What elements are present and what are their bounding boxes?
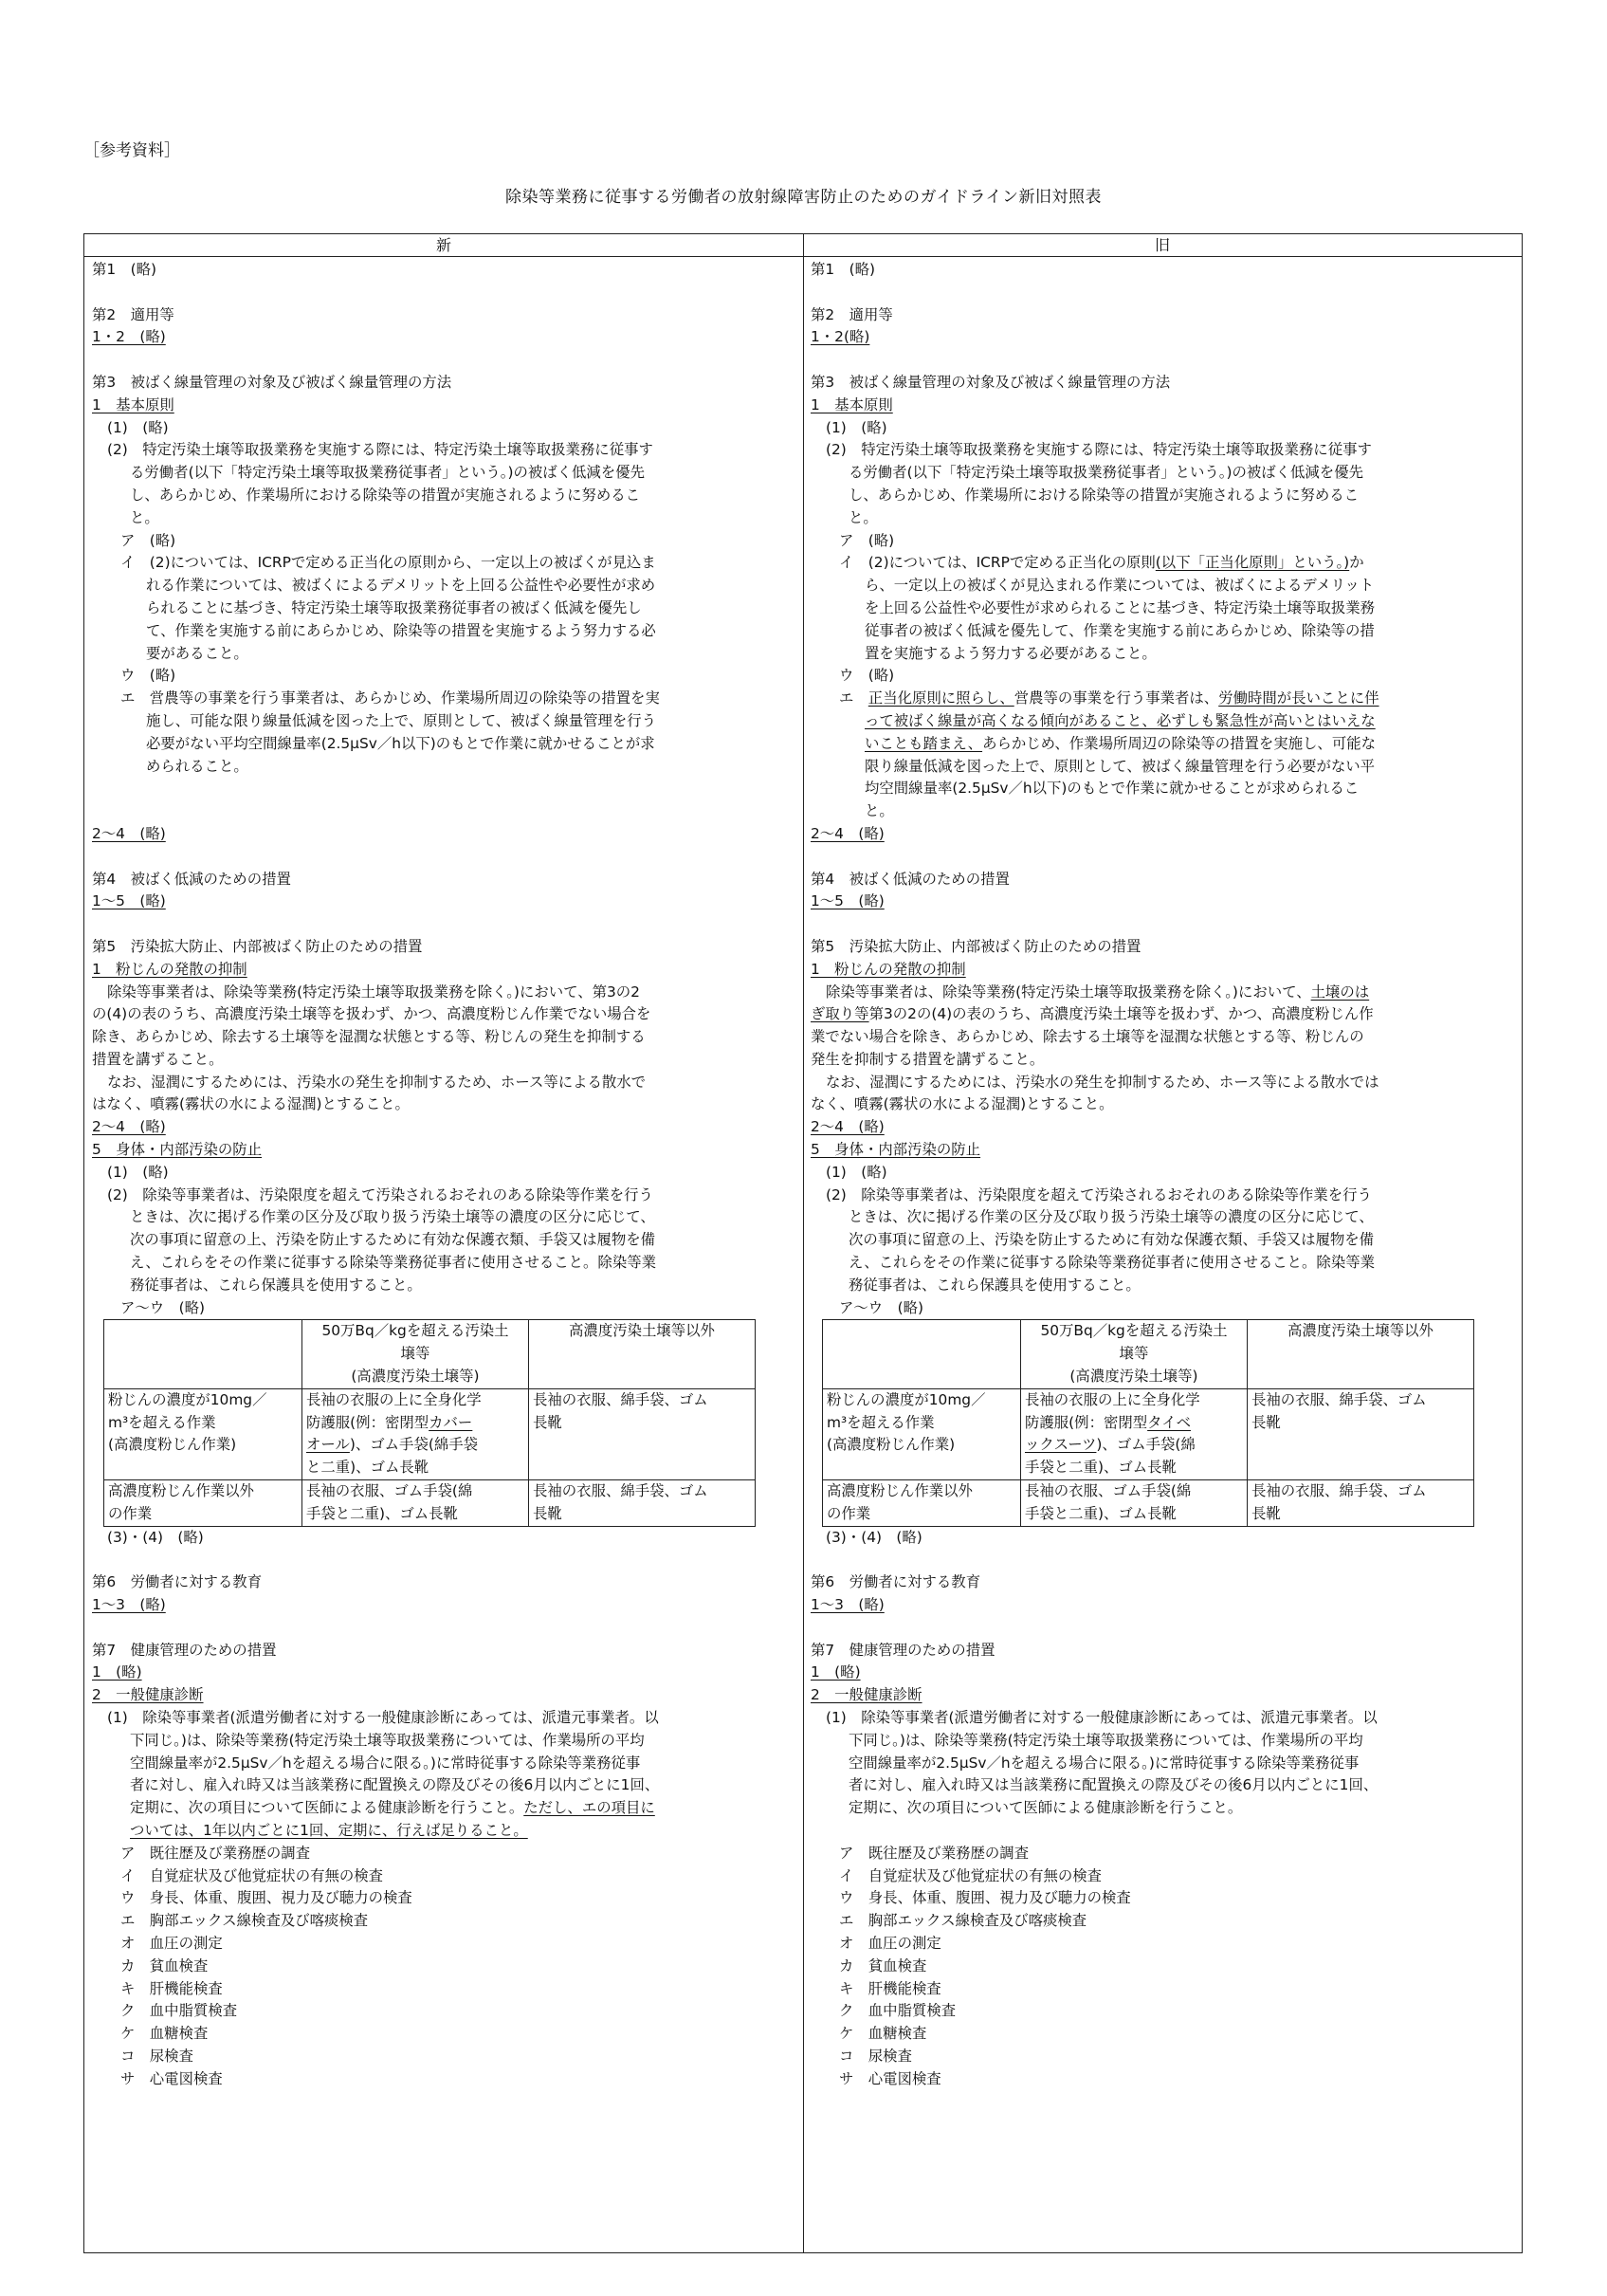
item-e-line: められること。 (146, 757, 248, 775)
items-a-to-u: ア～ウ (略) (839, 1298, 923, 1316)
section-5-5-3-4: (3)・(4) (略) (107, 1528, 204, 1546)
check-item: サ 心電図検査 (120, 2069, 223, 2087)
check-item: ウ 身長、体重、腹囲、視力及び聴力の検査 (120, 1889, 412, 1907)
section-5-2-4: 2～4 (略) (811, 1118, 885, 1136)
section-7-2-1-amendment: ついては、1年以内ごとに1回、定期に、行えば足りること。 (130, 1821, 528, 1839)
item-i-line: られることに基づき、特定汚染土壌等取扱業務従事者の被ばく低減を優先し (146, 598, 642, 616)
check-item: オ 血圧の測定 (120, 1934, 223, 1952)
table-cell: 長袖の衣服、綿手袋、ゴム 長靴 (529, 1388, 756, 1479)
item-e-line: 施し、可能な限り線量低減を図った上で、原則として、被ばく線量管理を行う (146, 711, 657, 729)
section-5-5-2-line: え、これらをその作業に従事する除染等業務従事者に使用させること。除染等業 (849, 1254, 1375, 1272)
new-column (92, 259, 795, 2091)
section-6-items: 1～3 (略) (811, 1596, 885, 1614)
check-item: エ 胸部エックス線検査及び喀痰検査 (120, 1912, 369, 1930)
section-7-2-1-line: 空間線量率が2.5μSv／hを超える場合に限る。)に常時従事する除染等業務従事 (130, 1754, 641, 1772)
section-3-1-1: (1) (略) (107, 418, 169, 436)
protective-equipment-table (103, 1319, 756, 1526)
section-7-2-1-line: (1) 除染等事業者(派遣労働者に対する一般健康診断にあっては、派遣元事業者。以 (826, 1709, 1378, 1726)
section-5-5-2-line: ときは、次に掲げる作業の区分及び取り扱う汚染土壌等の濃度の区分に応じて、 (849, 1208, 1374, 1226)
section-4-items: 1～5 (略) (811, 892, 885, 910)
section-5-1-para-line: 除染等事業者は、除染等業務(特定汚染土壌等取扱業務を除く。)において、土壌のは (826, 983, 1370, 1001)
check-item: ク 血中脂質検査 (120, 2002, 238, 2020)
table-cell: 高濃度汚染土壌等以外 (1248, 1320, 1474, 1388)
section-3-1-2-line: る労働者(以下「特定汚染土壌等取扱業務従事者」という。)の被ばく低減を優先 (130, 464, 645, 482)
section-5-heading: 第5 汚染拡大防止、内部被ばく防止のための措置 (811, 937, 1141, 955)
section-5-1-note-line: なく、噴霧(霧状の水による湿潤)とすること。 (811, 1095, 1114, 1113)
section-7-2: 2 一般健康診断 (92, 1686, 204, 1704)
section-1: 第1 (略) (92, 261, 156, 278)
check-item: カ 貧血検査 (120, 1956, 209, 1975)
section-2-heading: 第2 適用等 (92, 305, 174, 323)
section-2-items: 1・2(略) (811, 328, 870, 346)
table-row (104, 1320, 756, 1388)
section-4-heading: 第4 被ばく低減のための措置 (92, 870, 291, 888)
section-3-basic-principle: 1 基本原則 (92, 395, 174, 413)
section-3-1-2-line: (2) 特定汚染土壌等取扱業務を実施する際には、特定汚染土壌等取扱業務に従事す (826, 441, 1372, 459)
section-3-1-2-line: と。 (849, 508, 878, 526)
table-cell: 長袖の衣服、ゴム手袋(綿 手袋と二重)、ゴム長靴 (1021, 1480, 1248, 1527)
table-row (104, 1480, 756, 1527)
section-7-2-1-line: 空間線量率が2.5μSv／hを超える場合に限る。)に常時従事する除染等業務従事 (849, 1754, 1360, 1772)
table-cell: 長袖の衣服、綿手袋、ゴム 長靴 (1248, 1480, 1474, 1527)
section-6-heading: 第6 労働者に対する教育 (811, 1573, 981, 1591)
table-cell (823, 1320, 1021, 1388)
section-3-1-1: (1) (略) (826, 418, 887, 436)
comparison-table (83, 233, 1523, 2253)
table-cell: 50万Bq／kgを超える汚染土 壌等 (高濃度汚染土壌等) (1021, 1320, 1248, 1388)
section-5-1-para-line: 発生を抑制する措置を講ずること。 (811, 1050, 1045, 1068)
item-e-line: 必要がない平均空間線量率(2.5μSv／h以下)のもとで作業に就かせることが求 (146, 734, 655, 752)
section-7-1: 1 (略) (92, 1663, 142, 1681)
section-6-heading: 第6 労働者に対する教育 (92, 1573, 263, 1591)
check-item: エ 胸部エックス線検査及び喀痰検査 (839, 1912, 1087, 1930)
section-5-5-2-line: 務従事者は、これら保護具を使用すること。 (130, 1276, 422, 1294)
section-3-heading: 第3 被ばく線量管理の対象及び被ばく線量管理の方法 (811, 373, 1171, 391)
section-3-heading: 第3 被ばく線量管理の対象及び被ばく線量管理の方法 (92, 373, 452, 391)
item-i-line: て、作業を実施する前にあらかじめ、除染等の措置を実施するよう努力する必 (146, 621, 656, 639)
section-5-5-2-line: 務従事者は、これら保護具を使用すること。 (849, 1276, 1141, 1294)
section-5-5-2-line: え、これらをその作業に従事する除染等業務従事者に使用させること。除染等業 (130, 1254, 656, 1272)
item-e-line: と。 (865, 802, 894, 820)
check-item: カ 貧血検査 (839, 1956, 927, 1975)
check-item: キ 肝機能検査 (120, 1979, 223, 1997)
item-u: ウ (略) (839, 667, 895, 685)
section-5-5-2-line: (2) 除染等事業者は、汚染限度を超えて汚染されるおそれのある除染等作業を行う (826, 1185, 1372, 1203)
item-i-line: ら、一定以上の被ばくが見込まれる作業については、被ばくによるデメリット (865, 577, 1375, 595)
check-item: コ 尿検査 (839, 2047, 912, 2065)
check-item: ケ 血糖検査 (839, 2025, 927, 2043)
section-7-2-1-line: 下同じ。)は、除染等業務(特定汚染土壌等取扱業務については、作業場所の平均 (130, 1731, 645, 1749)
item-i-line: 要があること。 (146, 644, 248, 662)
section-5-1-note-line: なお、湿潤にするためには、汚染水の発生を抑制するため、ホース等による散水で (107, 1073, 647, 1091)
section-7-2-1-line: 者に対し、雇入れ時又は当該業務に配置換えの際及びその後6月以内ごとに1回、 (849, 1776, 1379, 1794)
section-3-1-2-line: し、あらかじめ、作業場所における除染等の措置が実施されるように努めるこ (849, 486, 1360, 504)
item-i-line: イ (2)については、ICRPで定める正当化の原則(以下「正当化原則」という。)か (839, 554, 1364, 572)
item-a: ア (略) (120, 531, 176, 549)
table-cell (104, 1320, 302, 1388)
item-a: ア (略) (839, 531, 895, 549)
section-4-items: 1～5 (略) (92, 892, 166, 910)
table-cell: 粉じんの濃度が10mg／ m³を超える作業 (高濃度粉じん作業) (823, 1388, 1021, 1479)
item-u: ウ (略) (120, 667, 176, 685)
table-cell: 長袖の衣服、ゴム手袋(綿 手袋と二重)、ゴム長靴 (302, 1480, 529, 1527)
section-3-basic-principle: 1 基本原則 (811, 395, 893, 413)
item-e-line: 限り線量低減を図った上で、原則として、被ばく線量管理を行う必要がない平 (865, 757, 1376, 775)
section-5-5-2-line: 次の事項に留意の上、汚染を防止するために有効な保護衣類、手袋又は履物を備 (849, 1231, 1375, 1249)
table-row (823, 1480, 1474, 1527)
section-5-5-3-4: (3)・(4) (略) (826, 1528, 922, 1546)
table-cell: 高濃度粉じん作業以外 の作業 (823, 1480, 1021, 1527)
section-5-5-2-line: ときは、次に掲げる作業の区分及び取り扱う汚染土壌等の濃度の区分に応じて、 (130, 1208, 655, 1226)
item-i-line: を上回る公益性や必要性が求められることに基づき、特定汚染土壌等取扱業務 (865, 598, 1376, 616)
section-5-1: 1 粉じんの発散の抑制 (811, 960, 966, 978)
check-item: ア 既往歴及び業務歴の調査 (839, 1844, 1030, 1862)
item-e-line: って被ばく線量が高くなる傾向があること、必ずしも緊急性が高いとはいえな (865, 711, 1376, 729)
section-1: 第1 (略) (811, 261, 875, 278)
section-7-2-1-line: 定期に、次の項目について医師による健康診断を行うこと。ただし、エの項目に (130, 1799, 655, 1817)
section-5-1-note-line: はなく、噴霧(霧状の水による湿潤)とすること。 (92, 1095, 410, 1113)
section-5-1-para-line: 除き、あらかじめ、除去する土壌等を湿潤な状態とする等、粉じんの発生を抑制する (92, 1028, 646, 1046)
section-3-1-2-line: (2) 特定汚染土壌等取扱業務を実施する際には、特定汚染土壌等取扱業務に従事す (107, 441, 653, 459)
table-cell: 高濃度汚染土壌等以外 (529, 1320, 756, 1388)
check-item: キ 肝機能検査 (839, 1979, 941, 1997)
check-item: イ 自覚症状及び他覚症状の有無の検査 (839, 1866, 1103, 1884)
column-divider (803, 234, 804, 2252)
section-5-1: 1 粉じんの発散の抑制 (92, 960, 247, 978)
section-3-2-4: 2～4 (略) (811, 824, 885, 842)
section-6-items: 1～3 (略) (92, 1596, 166, 1614)
section-7-2-1-line: (1) 除染等事業者(派遣労働者に対する一般健康診断にあっては、派遣元事業者。以 (107, 1709, 659, 1726)
section-5-5-1: (1) (略) (826, 1163, 887, 1181)
reference-label: ［参考資料］ (83, 141, 180, 160)
item-i-line: 置を実施するよう努力する必要があること。 (865, 644, 1157, 662)
section-7-2-1-line: 者に対し、雇入れ時又は当該業務に配置換えの際及びその後6月以内ごとに1回、 (130, 1776, 660, 1794)
section-7-heading: 第7 健康管理のための措置 (811, 1641, 995, 1659)
section-3-1-2-line: と。 (130, 508, 159, 526)
section-7-1: 1 (略) (811, 1663, 861, 1681)
section-5-1-para-line: 措置を講ずること。 (92, 1050, 224, 1068)
section-5-1-para-line: ぎ取り等第3の2の(4)の表のうち、高濃度汚染土壌等を扱わず、かつ、高濃度粉じん作 (811, 1005, 1374, 1023)
check-item: ア 既往歴及び業務歴の調査 (120, 1844, 311, 1862)
section-3-1-2-line: る労働者(以下「特定汚染土壌等取扱業務従事者」という。)の被ばく低減を優先 (849, 464, 1363, 482)
item-e-line: いことも踏まえ、あらかじめ、作業場所周辺の除染等の措置を実施し、可能な (865, 734, 1376, 752)
section-7-2-1-line: 定期に、次の項目について医師による健康診断を行うこと。 (849, 1799, 1243, 1817)
section-5-5-1: (1) (略) (107, 1163, 169, 1181)
table-cell: 長袖の衣服の上に全身化学 防護服(例：密閉型タイベ ックスーツ)、ゴム手袋(綿 手袋と二重)、ゴム長靴 (1021, 1388, 1248, 1479)
table-cell: 長袖の衣服、綿手袋、ゴム 長靴 (529, 1480, 756, 1527)
section-5-5-2-line: 次の事項に留意の上、汚染を防止するために有効な保護衣類、手袋又は履物を備 (130, 1231, 656, 1249)
section-5-5-2-line: (2) 除染等事業者は、汚染限度を超えて汚染されるおそれのある除染等作業を行う (107, 1185, 653, 1203)
table-cell: 粉じんの濃度が10mg／ m³を超える作業 (高濃度粉じん作業) (104, 1388, 302, 1479)
old-column (811, 259, 1514, 2091)
check-item: イ 自覚症状及び他覚症状の有無の検査 (120, 1866, 384, 1884)
protective-equipment-table (822, 1319, 1474, 1526)
section-5-5: 5 身体・内部汚染の防止 (92, 1141, 263, 1159)
check-item: コ 尿検査 (120, 2047, 193, 2065)
table-cell: 高濃度粉じん作業以外 の作業 (104, 1480, 302, 1527)
section-7-heading: 第7 健康管理のための措置 (92, 1641, 277, 1659)
section-3-2-4: 2～4 (略) (92, 824, 166, 842)
check-item: ウ 身長、体重、腹囲、視力及び聴力の検査 (839, 1889, 1131, 1907)
items-a-to-u: ア～ウ (略) (120, 1298, 205, 1316)
item-i-line: 従事者の被ばく低減を優先して、作業を実施する前にあらかじめ、除染等の措 (865, 621, 1375, 639)
item-i-line: イ (2)については、ICRPで定める正当化の原則から、一定以上の被ばくが見込ま (120, 554, 656, 572)
section-5-5: 5 身体・内部汚染の防止 (811, 1141, 981, 1159)
check-item: ケ 血糖検査 (120, 2025, 209, 2043)
table-row (823, 1320, 1474, 1388)
old-column-header: 旧 (803, 234, 1522, 257)
section-2-heading: 第2 適用等 (811, 305, 893, 323)
item-i-line: れる作業については、被ばくによるデメリットを上回る公益性や必要性が求め (146, 577, 656, 595)
section-4-heading: 第4 被ばく低減のための措置 (811, 870, 1010, 888)
section-5-1-note-line: なお、湿潤にするためには、汚染水の発生を抑制するため、ホース等による散水では (826, 1073, 1379, 1091)
table-cell: 50万Bq／kgを超える汚染土 壌等 (高濃度汚染土壌等) (302, 1320, 529, 1388)
section-5-1-para-line: 除染等事業者は、除染等業務(特定汚染土壌等取扱業務を除く。)において、第3の2 (107, 983, 640, 1001)
section-3-1-2-line: し、あらかじめ、作業場所における除染等の措置が実施されるように努めるこ (130, 486, 641, 504)
check-item: オ 血圧の測定 (839, 1934, 941, 1952)
section-5-2-4: 2～4 (略) (92, 1118, 166, 1136)
section-2-items: 1・2 (略) (92, 328, 166, 346)
new-column-header: 新 (84, 234, 803, 257)
table-row (104, 1388, 756, 1479)
table-row (823, 1388, 1474, 1479)
document-title: 除染等業務に従事する労働者の放射線障害防止のためのガイドライン新旧対照表 (505, 188, 1102, 207)
item-e-line: 均空間線量率(2.5μSv／h以下)のもとで作業に就かせることが求められるこ (865, 780, 1360, 798)
item-e-line: エ 営農等の事業を行う事業者は、あらかじめ、作業場所周辺の除染等の措置を実 (120, 689, 660, 707)
section-7-2-1-line: 下同じ。)は、除染等業務(特定汚染土壌等取扱業務については、作業場所の平均 (849, 1731, 1363, 1749)
check-item: サ 心電図検査 (839, 2069, 941, 2087)
check-item: ク 血中脂質検査 (839, 2002, 957, 2020)
section-7-2: 2 一般健康診断 (811, 1686, 922, 1704)
table-cell: 長袖の衣服の上に全身化学 防護服(例：密閉型カバー オール)、ゴム手袋(綿手袋 と二重)、ゴム長靴 (302, 1388, 529, 1479)
table-cell: 長袖の衣服、綿手袋、ゴム 長靴 (1248, 1388, 1474, 1479)
section-5-1-para-line: 業でない場合を除き、あらかじめ、除去する土壌等を湿潤な状態とする等、粉じんの (811, 1028, 1364, 1046)
item-e-line: エ 正当化原則に照らし、営農等の事業を行う事業者は、労働時間が長いことに伴 (839, 689, 1379, 707)
section-5-heading: 第5 汚染拡大防止、内部被ばく防止のための措置 (92, 937, 423, 955)
section-5-1-para-line: の(4)の表のうち、高濃度汚染土壌等を扱わず、かつ、高濃度粉じん作業でない場合を (92, 1005, 651, 1023)
